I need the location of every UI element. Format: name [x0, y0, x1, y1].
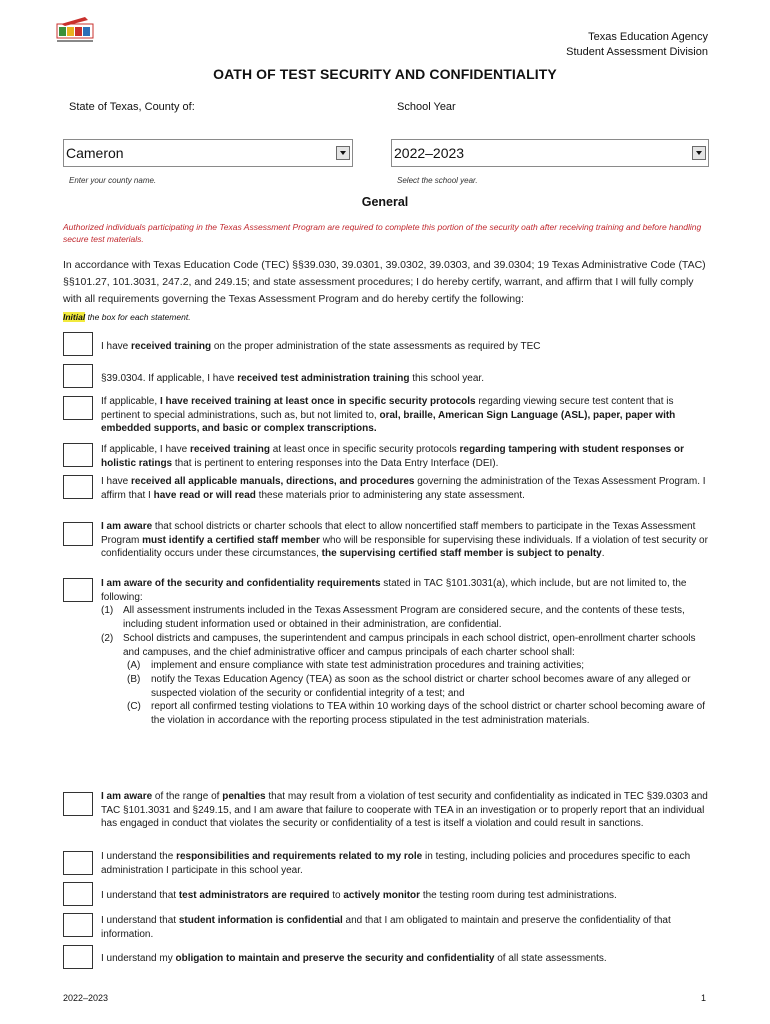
statement-5: I have received all applicable manuals, directions, and procedures governing the administration of the Texas Assessment Program. I affirm that I have read or will read these materials prior to administering any state assessment. — [101, 476, 706, 501]
initial-box-3[interactable] — [63, 396, 93, 420]
section-heading: General — [361, 195, 409, 209]
initial-box-10[interactable] — [63, 882, 93, 906]
statement-7-item-2: (2) School districts and campuses, the superintendent and campus principals in each school district, open-enrollment charter schools and campuses, and the chief administrative officer and campus principals of each charter school shall: — [101, 632, 696, 658]
tea-logo — [55, 14, 95, 46]
county-value: Cameron — [66, 145, 124, 161]
school-year-hint: Select the school year. — [397, 176, 478, 185]
intro-paragraph: In accordance with Texas Education Code (TEC) §§39.030, 39.0301, 39.0302, 39.0303, and 39.0304; 19 Texas Administrative Code (TAC) §§101.27, 101.3031, 247.2, and 249.15; and state assessment procedures; I do hereby certify, warrant, and affirm that I will fully comply with all requirements governing the Texas Assessment Program and do hereby certify the following: — [63, 259, 706, 305]
school-year-select[interactable] — [391, 139, 709, 167]
initial-box-7[interactable] — [63, 578, 93, 602]
footer-year: 2022–2023 — [63, 993, 109, 1003]
statement-11: I understand that student information is confidential and that I am obligated to maintain and preserve the confidentiality of that information. — [101, 915, 671, 940]
initial-instruction — [63, 312, 191, 322]
statement-4: If applicable, I have received training at least once in specific security protocols regarding tampering with student responses or holistic ratings that is pertinent to entering responses into the Data Entry Interface (DEI). — [101, 444, 684, 469]
initial-box-12[interactable] — [63, 945, 93, 969]
county-hint: Enter your county name. — [69, 176, 157, 185]
authorized-note: Authorized individuals participating in the Texas Assessment Program are required to complete this portion of the security oath after receiving training and before handling secure test materials. — [63, 222, 702, 244]
statement-7-item-c: (C) report all confirmed testing violations to TEA within 10 working days of the school district or charter school becoming aware of the violation in accordance with the reporting process stipulated in the test administration materials. — [127, 701, 705, 727]
initial-box-1[interactable] — [63, 332, 93, 356]
statement-9: I understand the responsibilities and requirements related to my role in testing, including policies and procedures specific to each administration I participate in this school year. — [101, 851, 691, 876]
statement-7-item-b: (B) notify the Texas Education Agency (TEA) as soon as the school district or charter school becomes aware of any alleged or suspected violation of the security or confidential integrity of a test; and — [127, 673, 691, 699]
initial-box-2[interactable] — [63, 364, 93, 388]
statement-10: I understand that test administrators are required to actively monitor the testing room during test administrations. — [101, 890, 617, 901]
page-number: 1 — [700, 993, 706, 1003]
statement-7-item-a: (A) implement and ensure compliance with state test administration procedures and training activities; — [127, 660, 584, 672]
statement-12: I understand my obligation to maintain and preserve the security and confidentiality of all state assessments. — [101, 953, 607, 964]
school-year-value: 2022–2023 — [394, 145, 465, 161]
initial-box-6[interactable] — [63, 522, 93, 546]
statement-6: I am aware that school districts or charter schools that elect to allow noncertified staff members to participate in the Texas Assessment Program must identify a certified staff member who will be responsible for supervising these individuals. If a violation of test security or confidentiality occurs under these circumstances, the supervising certified staff member is subject to penalty. — [101, 521, 708, 560]
agency-name: Texas Education Agency — [588, 31, 708, 43]
initial-box-5[interactable] — [63, 475, 93, 499]
initial-word: Initial — [63, 312, 86, 322]
statement-1: I have received training on the proper administration of the state assessments as required by TEC — [101, 341, 541, 352]
school-year-dropdown-arrow-icon[interactable] — [692, 146, 706, 160]
statement-7: I am aware of the security and confidentiality requirements stated in TAC §101.3031(a), which include, but are not limited to, the following: (1) All assessment instruments included in the Texas Assessment Program are considered secure, and the contents of these tests, including student information used or obtained in their administration, are confidential. (2) School districts and campuses, the superintendent and campus principals in each school district, open-enrollment charter schools and campuses, and the chief administrative officer and campus principals of each charter school shall: (A) implement and ensure compliance with state test administration procedures and training activities; (B) notify the Texas Education Agency (TEA) as soon as the school district or charter school becomes aware of any alleged or suspected violation of the security or confidential integrity of a test; and (C) report all confirmed testing violations to TEA within 10 working days of the school district or charter school becoming aware of the violation in accordance with the reporting process stipulated in the test administration materials. — [101, 577, 713, 728]
initial-rest: the box for each statement. — [85, 312, 191, 322]
county-label: State of Texas, County of: — [69, 101, 195, 113]
school-year-label: School Year — [397, 101, 456, 113]
initial-box-11[interactable] — [63, 913, 93, 937]
statement-8: I am aware of the range of penalties that may result from a violation of test security and confidentiality as indicated in TEC §39.0303 and TAC §101.3031 and §249.15, and I am aware that failure to cooperate with TEA in an investigation or to properly report that an individual has engaged in conduct that violates the security or confidentiality of a test is itself a violation and could result in sanctions. — [101, 791, 708, 830]
division-name: Student Assessment Division — [566, 46, 708, 58]
statement-7-item-1: (1) All assessment instruments included in the Texas Assessment Program are considered secure, and the contents of these tests, including student information used or obtained in their administration, are confidential. — [101, 605, 685, 631]
county-dropdown-arrow-icon[interactable] — [336, 146, 350, 160]
statement-2: §39.0304. If applicable, I have received test administration training this school year. — [101, 373, 484, 384]
county-field[interactable] — [63, 139, 353, 167]
initial-box-9[interactable] — [63, 851, 93, 875]
initial-box-8[interactable] — [63, 792, 93, 816]
page-title: OATH OF TEST SECURITY AND CONFIDENTIALITY — [213, 66, 557, 82]
statement-3: If applicable, I have received training at least once in specific security protocols regarding viewing secure test content that is pertinent to special administrations, such as, but not limited to, oral, braille, American Sign Language (ASL), paper, paper with embedded supports, and basic or complex transcriptions. — [101, 396, 676, 435]
initial-box-4[interactable] — [63, 443, 93, 467]
agency-header — [566, 30, 708, 60]
